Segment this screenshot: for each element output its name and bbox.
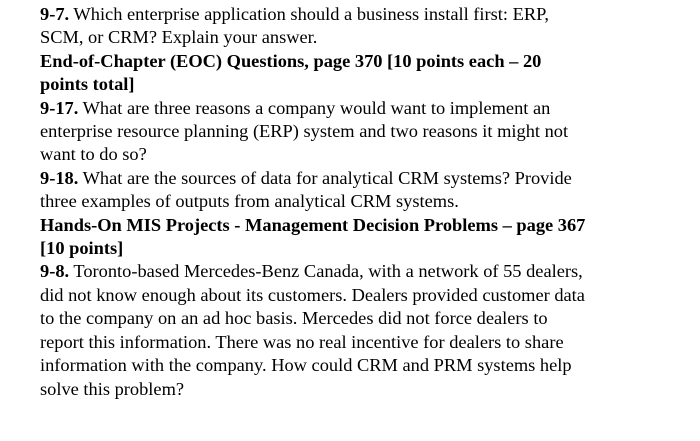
question-text: did not know enough about its customers. Dealers provided customer data [40, 284, 585, 305]
question-text: What are three reasons a company would want to implement an [78, 97, 551, 118]
question-line [40, 97, 680, 120]
question-line [40, 3, 680, 26]
question-text: Which enterprise application should a business install first: ERP, [69, 4, 549, 24]
question-9-7 [40, 3, 680, 50]
question-text: want to do so? [40, 144, 147, 165]
question-text: to the company on an ad hoc basis. Mercedes did not force dealers to [40, 308, 548, 329]
hands-on-heading [40, 214, 680, 261]
heading-line: [10 points] [40, 238, 124, 259]
question-text: enterprise resource planning (ERP) system and two reasons it might not [40, 121, 569, 142]
question-text: SCM, or CRM? Explain your answer. [40, 27, 318, 48]
question-number: 9-17. [40, 97, 79, 118]
assignment-document [40, 3, 680, 401]
eoc-questions-heading [40, 50, 680, 97]
question-number: 9-8. [40, 261, 70, 282]
question-number: 9-18. [40, 167, 79, 188]
question-text: Toronto-based Mercedes-Benz Canada, with a network of 55 dealers, [69, 261, 583, 282]
question-9-17 [40, 97, 680, 167]
question-text: report this information. There was no real incentive for dealers to share [40, 331, 564, 352]
question-text: information with the company. How could CRM and PRM systems help [40, 355, 572, 376]
question-text: three examples of outputs from analytical CRM systems. [40, 191, 459, 212]
heading-line: Hands-On MIS Projects - Management Decision Problems – page 367 [40, 214, 586, 235]
question-line [40, 167, 680, 190]
question-text: What are the sources of data for analytical CRM systems? Provide [78, 167, 572, 188]
heading-line: points total] [40, 74, 135, 95]
question-number: 9-7. [40, 4, 70, 24]
question-line [40, 260, 680, 283]
question-text: solve this problem? [40, 378, 185, 399]
heading-line: End-of-Chapter (EOC) Questions, page 370 [10 points each – 20 [40, 50, 542, 71]
question-9-8 [40, 260, 680, 400]
question-9-18 [40, 167, 680, 214]
